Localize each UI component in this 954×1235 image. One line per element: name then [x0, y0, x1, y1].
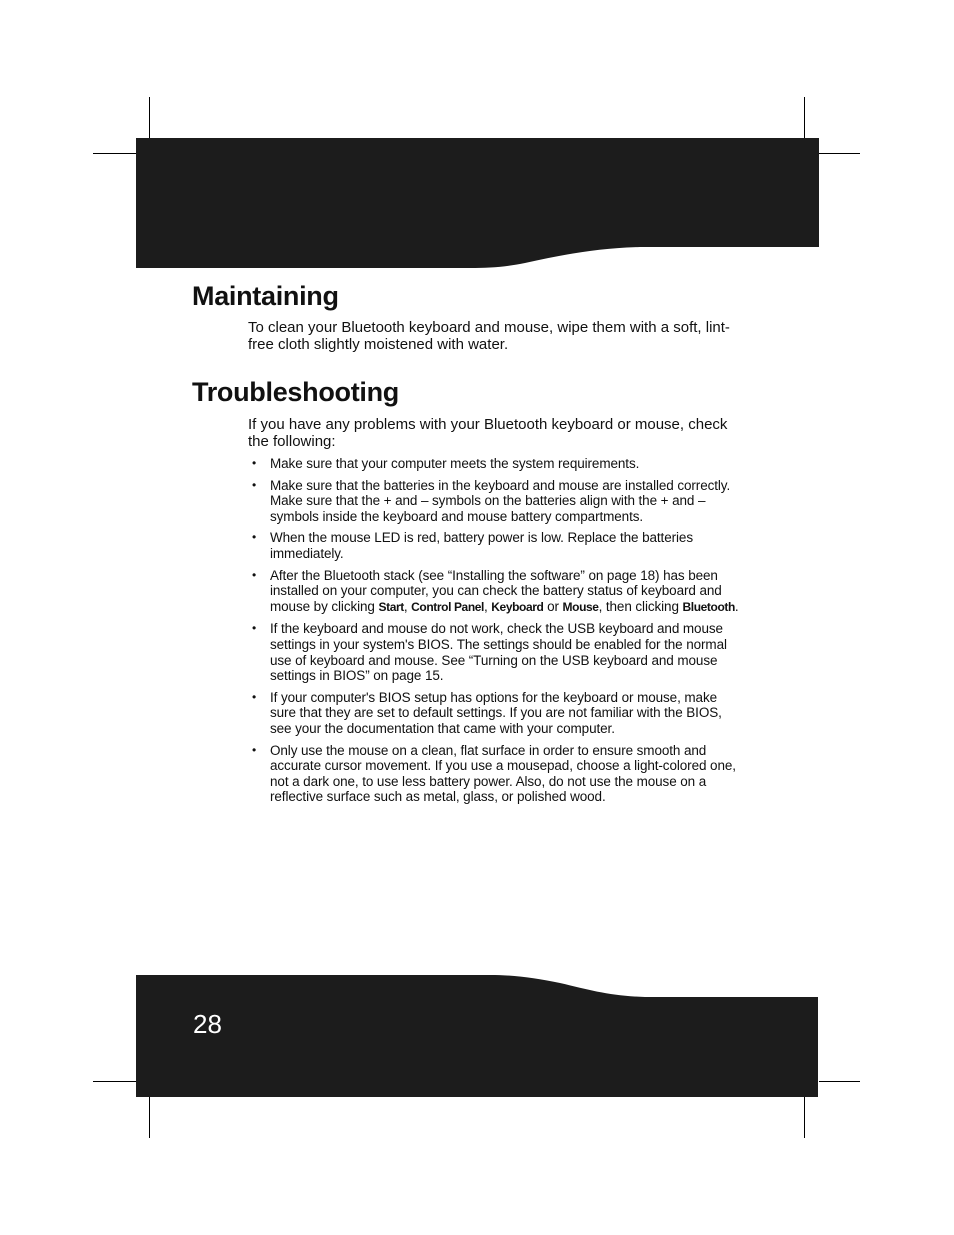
- text-run: , then clicking: [598, 598, 683, 614]
- bullet-glyph: •: [252, 689, 257, 704]
- bullet-glyph: •: [252, 567, 257, 582]
- bullet-glyph: •: [252, 742, 257, 757]
- bullet-glyph: •: [252, 456, 257, 470]
- list-item: [252, 743, 740, 805]
- list-item: [252, 456, 740, 472]
- list-item-text: Make sure that your computer meets the system requirements.: [270, 456, 640, 471]
- text-run: After the Bluetooth stack (see “Installing the software” on page 18) has been installed on your computer, you can check the battery status of keyboard and mouse by clicking: [270, 567, 722, 614]
- text-run: ,: [483, 598, 492, 614]
- list-item-text: Make sure that the batteries in the keyboard and mouse are installed correctly. Make sure that the + and – symbols on the batteries align with the + and – symbols inside the keyboard and mouse battery compartments.: [270, 477, 731, 524]
- list-item-text: When the mouse LED is red, battery power is low. Replace the batteries immediately.: [270, 530, 693, 561]
- ui-term-mouse: Mouse: [562, 599, 599, 614]
- troubleshooting-intro: If you have any problems with your Bluetooth keyboard or mouse, check the following:: [248, 416, 728, 450]
- bullet-glyph: •: [252, 530, 257, 545]
- list-item: [252, 478, 740, 525]
- troubleshooting-list: [252, 456, 740, 811]
- troubleshooting-heading: Troubleshooting: [192, 377, 399, 407]
- list-item-text: If your computer's BIOS setup has options for the keyboard or mouse, make sure that they are set to default settings. If you are not familiar with the BIOS, see your the documentation that came with your computer.: [270, 689, 722, 736]
- ui-term-bluetooth: Bluetooth: [682, 599, 735, 614]
- list-item: [252, 568, 740, 616]
- maintaining-paragraph: To clean your Bluetooth keyboard and mouse, wipe them with a soft, lint-free cloth slightly moistened with water.: [248, 319, 730, 353]
- list-item-text: If the keyboard and mouse do not work, check the USB keyboard and mouse settings in your system's BIOS. The settings should be enabled for the normal use of keyboard and mouse. See “Turning on the USB keyboard and mouse settings in BIOS” on page 15.: [270, 621, 727, 684]
- page-number: 28: [193, 1009, 222, 1039]
- bullet-glyph: •: [252, 621, 257, 636]
- ui-term-start: Start: [378, 599, 404, 614]
- bullet-glyph: •: [252, 477, 257, 492]
- text-run: .: [734, 598, 739, 614]
- list-item: [252, 621, 740, 683]
- list-item-text: [270, 568, 739, 614]
- ui-term-control-panel: Control Panel: [411, 599, 484, 614]
- list-item: [252, 530, 740, 561]
- ui-term-keyboard: Keyboard: [491, 599, 544, 614]
- maintaining-heading: Maintaining: [192, 281, 339, 311]
- text-run: ,: [403, 598, 412, 614]
- text-run: or: [543, 598, 563, 614]
- footer-band-shape: [136, 975, 818, 1097]
- list-item-text: Only use the mouse on a clean, flat surface in order to ensure smooth and accurate cursor movement. If you use a mousepad, choose a light-colored one, not a dark one, to use less battery power. Also, do not use the mouse on a reflective surface such as metal, glass, or polished wood.: [270, 742, 736, 805]
- list-item: [252, 690, 740, 737]
